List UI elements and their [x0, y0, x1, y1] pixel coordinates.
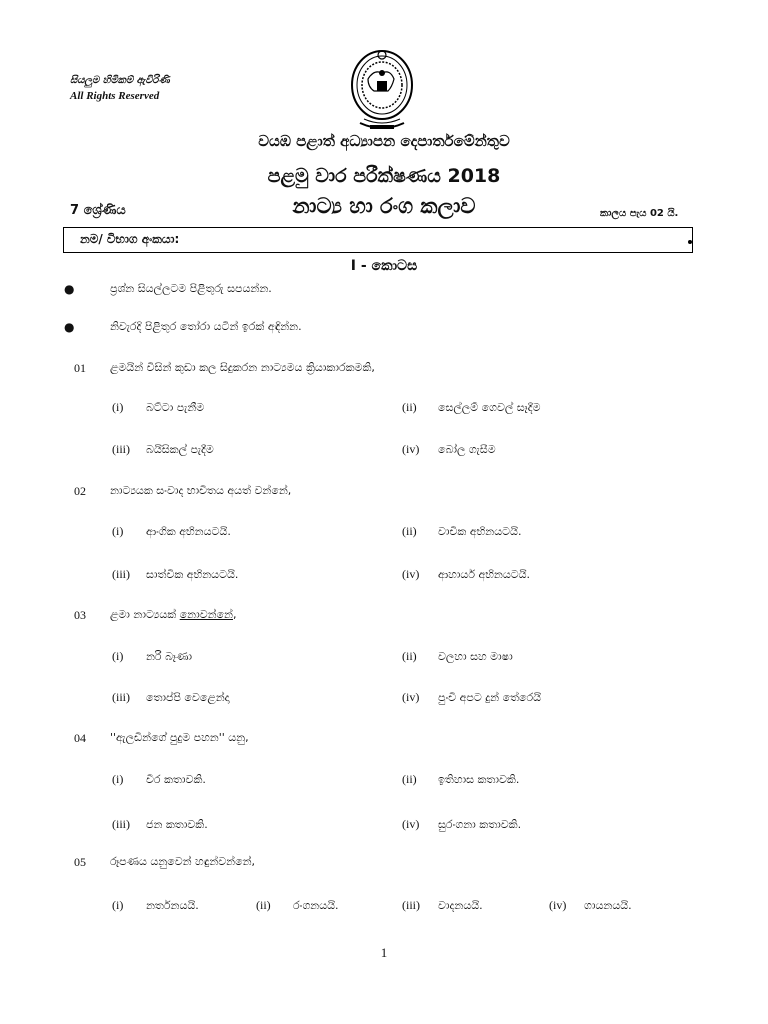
- option-label: (i): [112, 400, 124, 414]
- option-label: (ii): [402, 524, 417, 538]
- sri-lanka-emblem-icon: [344, 45, 420, 135]
- option-label: (i): [112, 649, 124, 663]
- question-number: 04: [74, 731, 86, 745]
- bullet-icon: ●: [64, 282, 75, 296]
- option-label: (ii): [402, 649, 417, 663]
- instruction-2: නිවැරදි පිළිතුර තෝරා යටින් ඉරක් අඳින්න.: [110, 320, 302, 333]
- option-label: (i): [112, 524, 124, 538]
- option-label: (iii): [402, 898, 420, 912]
- question-text: නාට්‍යයක සංවාද භාවිතය අයත් වන්නේ,: [110, 484, 292, 497]
- section-title: I - කොටස: [350, 258, 418, 274]
- option-text[interactable]: ජන කතාවකි.: [146, 818, 208, 831]
- option-text[interactable]: තොප්පි වෙළෙන්දා: [146, 691, 230, 704]
- option-text[interactable]: ඉතිහාස කතාවකි.: [438, 773, 520, 786]
- option-text[interactable]: නරි බෑණා: [146, 650, 192, 663]
- option-text[interactable]: බෝල ගැසීම: [438, 443, 496, 456]
- option-text[interactable]: ආහාර්ය අභිනයටයි.: [438, 568, 531, 581]
- option-text[interactable]: සුරංගනා කතාවකි.: [438, 818, 522, 831]
- option-label: (iv): [549, 898, 567, 912]
- exam-title: පළමු වාර පරීක්ෂණය 2018: [267, 165, 501, 187]
- option-label: (iii): [112, 442, 130, 456]
- option-text[interactable]: නර්තනයයි.: [146, 899, 199, 912]
- option-label: (iv): [402, 817, 420, 831]
- option-text[interactable]: වීර කතාවකි.: [146, 773, 206, 786]
- option-text[interactable]: ආංගික අභිනයටයි.: [146, 525, 231, 538]
- page-number: 1: [380, 945, 388, 960]
- question-text: ''ඇලඩින්ගේ පුදුම පහන'' යනු,: [110, 731, 249, 744]
- question-number: 05: [74, 855, 86, 869]
- rights-reserved-sinhala: සියලුම හිමිකම් ඇවිරිණි: [70, 75, 170, 86]
- question-text: රූපණය යනුවෙන් හඳුන්වන්නේ,: [110, 855, 256, 868]
- option-label: (iii): [112, 690, 130, 704]
- option-label: (i): [112, 772, 124, 786]
- option-text[interactable]: ගායනයයි.: [584, 899, 632, 912]
- option-label: (iv): [402, 442, 420, 456]
- question-text: ළමයින් විසින් කුඩා කල සිදුකරන නාට්‍යමය ක්‍රියාකාරකමකි,: [110, 361, 375, 374]
- option-text[interactable]: බයිසිකල් පැදීම: [146, 443, 214, 456]
- name-index-label: නම/ විභාග අංකයා:: [80, 232, 180, 246]
- question-number: 02: [74, 484, 86, 498]
- option-text[interactable]: සෙල්ලම් ගෙවල් සෑදීම: [438, 401, 541, 414]
- department-name: වයඹ පළාත් අධ්‍යාපන දෙපාර්තමේන්තුව: [258, 132, 510, 150]
- question-text: ළමා නාට්‍යයක් නොවන්නේ,: [110, 608, 237, 621]
- subject-title: නාට්‍ය හා රංග කලාව: [292, 194, 476, 218]
- option-label: (i): [112, 898, 124, 912]
- option-label: (ii): [402, 772, 417, 786]
- option-text[interactable]: පුංචි අපට දුන් තේරෙයි: [438, 691, 542, 704]
- option-text[interactable]: සාත්වික අභිනයටයි.: [146, 568, 239, 581]
- option-label: (ii): [256, 898, 271, 912]
- option-text[interactable]: වාදනයයි.: [438, 899, 483, 912]
- option-text[interactable]: වලහා සහ මාෂා: [438, 650, 513, 663]
- grade-label: 7 ශ්‍රේණිය: [70, 203, 126, 218]
- option-label: (iii): [112, 567, 130, 581]
- underlined-word: නොවන්නේ: [179, 608, 233, 621]
- box-dot: [688, 240, 692, 244]
- time-allowed: කාලය පැය 02 යි.: [600, 208, 679, 219]
- option-label: (ii): [402, 400, 417, 414]
- option-text[interactable]: වාචික අභිනයටයි.: [438, 525, 522, 538]
- question-number: 03: [74, 608, 86, 622]
- option-label: (iv): [402, 567, 420, 581]
- bullet-icon: ●: [64, 320, 75, 334]
- option-text[interactable]: රංගනයයි.: [293, 899, 339, 912]
- option-label: (iii): [112, 817, 130, 831]
- option-text[interactable]: බට්ටා පැනීම: [146, 401, 205, 414]
- question-number: 01: [74, 361, 86, 375]
- option-label: (iv): [402, 690, 420, 704]
- rights-reserved-english: All Rights Reserved: [70, 90, 160, 102]
- instruction-1: ප්‍රශ්න සියල්ලටම පිළිතුරු සපයන්න.: [110, 282, 272, 295]
